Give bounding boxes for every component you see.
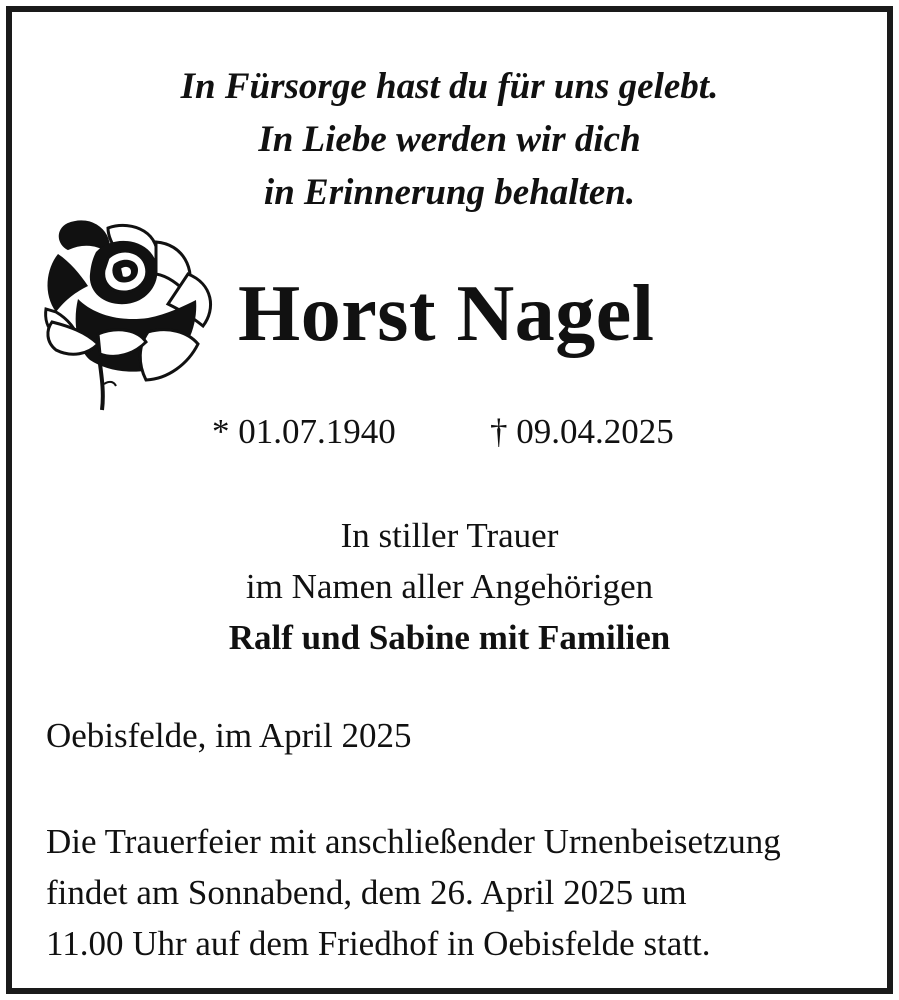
death-date: † 09.04.2025 [490,412,674,451]
ceremony-line-3: 11.00 Uhr auf dem Friedhof in Oebisfelde statt. [46,924,711,963]
obituary-frame [6,6,893,994]
mourning-line-2: im Namen aller Angehörigen [245,567,654,606]
deceased-name: Horst Nagel [238,270,655,358]
verse [12,60,887,219]
mourning-family: Ralf und Sabine mit Familien [228,618,671,657]
rose-icon [38,214,218,414]
ceremony-line-2: findet am Sonnabend, dem 26. April 2025 um [46,873,687,912]
verse-line-2: In Liebe werden wir dich [258,119,641,160]
verse-line-3: in Erinnerung behalten. [263,172,636,213]
mourning-line-1: In stiller Trauer [340,516,559,555]
mourning-block [12,510,887,663]
place-and-date: Oebisfelde, im April 2025 [46,716,412,755]
verse-line-1: In Fürsorge hast du für uns gelebt. [180,66,719,107]
ceremony-notice [46,816,781,969]
birth-date: * 01.07.1940 [212,412,396,451]
ceremony-line-1: Die Trauerfeier mit anschließender Urnenbeisetzung [46,822,781,861]
